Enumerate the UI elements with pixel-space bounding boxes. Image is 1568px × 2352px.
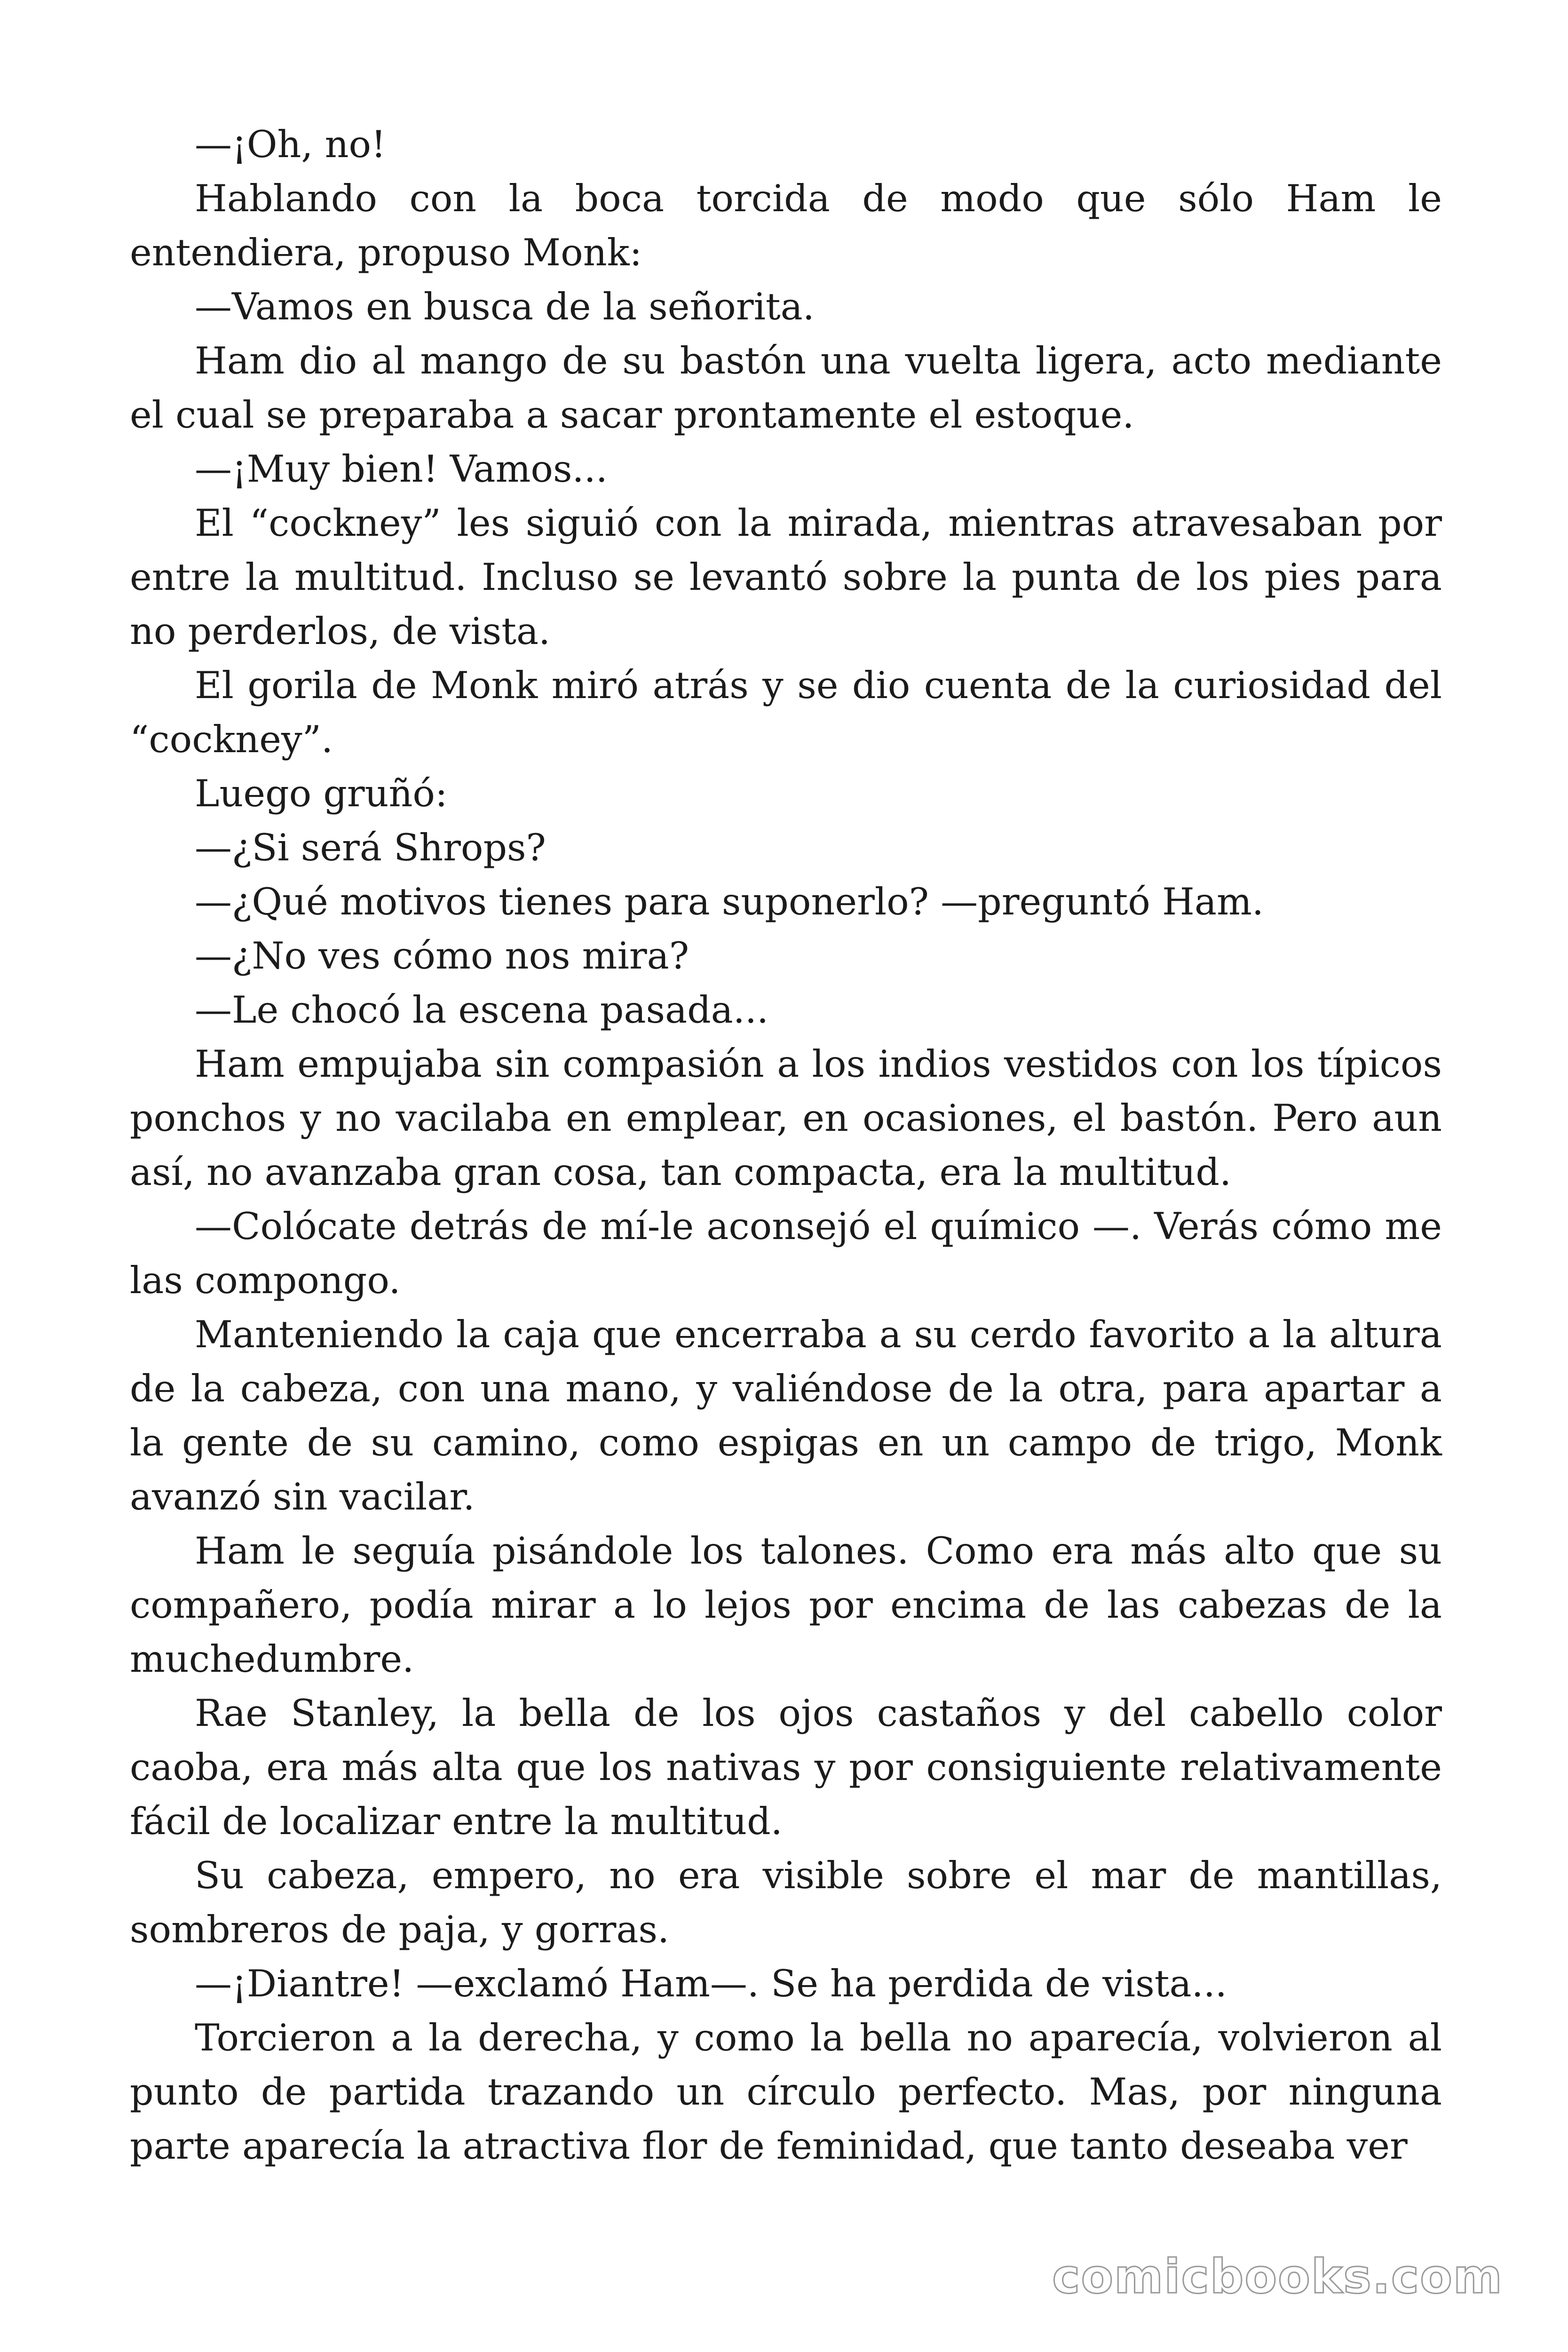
paragraph-4: Ham dio al mango de su bastón una vuelta ligera, acto mediante el cual se preparaba a sacar prontamente el estoque. (130, 339, 1442, 437)
paragraph-15: Manteniendo la caja que encerraba a su cerdo favorito a la altura de la cabeza, con una mano, y valiéndose de la otra, para apartar a la gente de su camino, como espigas en un campo de trigo, Monk avanzó sin vacilar. (130, 1313, 1442, 1518)
paragraph-5: —¡Muy bien! Vamos... (195, 447, 608, 491)
paragraph-1: —¡Oh, no! (195, 123, 386, 166)
paragraph-10: —¿Qué motivos tienes para suponerlo? —preguntó Ham. (195, 880, 1264, 923)
paragraph-9: —¿Si será Shrops? (195, 826, 546, 869)
paragraph-18: Su cabeza, empero, no era visible sobre el mar de mantillas, sombreros de paja, y gorras. (130, 1854, 1442, 1951)
paragraph-20: Torcieron a la derecha, y como la bella no aparecía, volvieron al punto de partida trazando un círculo perfecto. Mas, por ninguna parte aparecía la atractiva flor de feminidad, que tanto deseaba ver (130, 2016, 1442, 2168)
page-text (130, 118, 1442, 2173)
paragraph-16: Ham le seguía pisándole los talones. Como era más alto que su compañero, podía mirar a lo lejos por encima de las cabezas de la muchedumbre. (130, 1529, 1442, 1681)
watermark: comicbooks.com (1052, 2249, 1503, 2304)
paragraph-7: El gorila de Monk miró atrás y se dio cuenta de la curiosidad del “cockney”. (130, 664, 1442, 761)
paragraph-12: —Le chocó la escena pasada... (195, 988, 769, 1032)
paragraph-11: —¿No ves cómo nos mira? (195, 934, 689, 977)
paragraph-17: Rae Stanley, la bella de los ojos castaños y del cabello color caoba, era más alta que los nativas y por consiguiente relativamente fácil de localizar entre la multitud. (130, 1692, 1442, 1843)
paragraph-3: —Vamos en busca de la señorita. (195, 285, 815, 328)
paragraph-2: Hablando con la boca torcida de modo que sólo Ham le entendiera, propuso Monk: (130, 177, 1442, 274)
paragraph-6: El “cockney” les siguió con la mirada, mientras atravesaban por entre la multitud. Incluso se levantó sobre la punta de los pies para no perderlos, de vista. (130, 501, 1442, 653)
paragraph-19: —¡Diantre! —exclamó Ham—. Se ha perdida de vista... (195, 1962, 1227, 2005)
paragraph-13: Ham empujaba sin compasión a los indios vestidos con los típicos ponchos y no vacilaba en emplear, en ocasiones, el bastón. Pero aun así, no avanzaba gran cosa, tan compacta, era la multitud. (130, 1042, 1442, 1194)
paragraph-8: Luego gruñó: (195, 772, 448, 815)
paragraph-14: —Colócate detrás de mí-le aconsejó el químico —. Verás cómo me las compongo. (130, 1205, 1442, 1302)
